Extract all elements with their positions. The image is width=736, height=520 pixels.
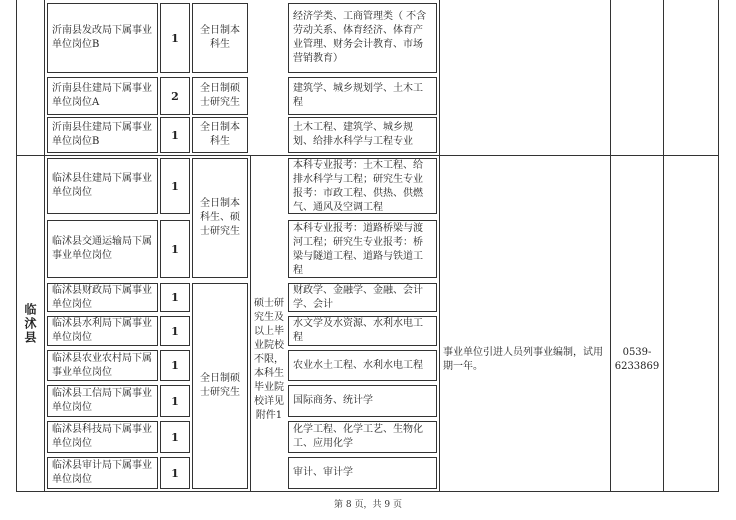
- position-cell: [47, 316, 158, 346]
- major-requirement: 化学工程、化学工艺、生物化工、应用化学: [293, 424, 423, 449]
- major-requirement: 本科专业报考：道路桥梁与渡河工程；研究生专业报考：桥梁与隧道工程、道路与铁道工程: [293, 223, 423, 276]
- count-cell: [160, 3, 190, 73]
- position-name: 沂南县发改局下属事业单位岗位B: [52, 25, 152, 50]
- education-requirement: 全日制本科生、硕士研究生: [200, 198, 240, 237]
- major-requirement: 国际商务、统计学: [293, 395, 373, 406]
- major-cell: [288, 77, 437, 115]
- count-cell: [160, 220, 190, 278]
- phone-cell: [612, 340, 662, 380]
- major-requirement: 财政学、金融学、金融、会计学、会计: [293, 284, 423, 310]
- position-name: 临沭县科技局下属事业单位岗位: [52, 424, 152, 449]
- position-count: 1: [171, 324, 179, 338]
- major-cell: [288, 220, 437, 278]
- position-cell: [47, 350, 158, 381]
- grid-line-col-last: [663, 0, 664, 492]
- major-requirement: 建筑学、城乡规划学、土木工程: [293, 83, 423, 108]
- county-cell: [17, 156, 44, 491]
- education-requirement: 全日制硕士研究生: [200, 83, 240, 108]
- education-requirement: 全日制本科生: [200, 25, 240, 50]
- position-cell: [47, 421, 158, 453]
- education-cell: [192, 77, 248, 115]
- position-count: 1: [171, 359, 179, 372]
- remark-cell: [441, 340, 609, 380]
- position-count: 1: [171, 242, 179, 256]
- position-count: 2: [171, 89, 179, 103]
- position-name: 沂南县住建局下属事业单位岗位A: [52, 83, 152, 108]
- position-cell: [47, 283, 158, 312]
- major-cell: [288, 283, 437, 312]
- phone-number: 0539-6233869: [614, 347, 660, 372]
- count-cell: [160, 385, 190, 417]
- major-cell: [288, 457, 437, 489]
- major-cell: [288, 158, 437, 214]
- major-requirement: 农业水土工程、水利水电工程: [293, 359, 423, 371]
- education-cell: [192, 158, 248, 278]
- position-name: 临沭县财政局下属事业单位岗位: [52, 284, 152, 310]
- major-requirement: 本科专业报考：土木工程、给排水科学与工程；研究生专业报考：市政工程、供热、供燃气、通风及空调工程: [293, 160, 423, 213]
- position-name: 临沭县审计局下属事业单位岗位: [52, 460, 152, 485]
- position-cell: [47, 77, 158, 115]
- position-count: 1: [171, 394, 179, 408]
- count-cell: [160, 283, 190, 312]
- education-requirement: 全日制本科生: [200, 122, 240, 147]
- position-name: 临沭县农业农村局下属事业单位岗位: [52, 352, 152, 378]
- major-cell: [288, 117, 437, 153]
- major-cell: [288, 350, 437, 381]
- position-count: 1: [171, 179, 179, 193]
- table-border-bottom: [16, 491, 719, 492]
- county-name: 临沭县: [23, 302, 37, 345]
- major-cell: [288, 421, 437, 453]
- count-cell: [160, 350, 190, 381]
- count-cell: [160, 316, 190, 346]
- major-requirement: 审计、审计学: [293, 467, 353, 478]
- major-requirement: 水文学及水资源、水利水电工程: [293, 318, 423, 343]
- count-cell: [160, 158, 190, 214]
- education-cell: [192, 3, 248, 73]
- major-requirement: 土木工程、建筑学、城乡规划、给排水科学与工程专业: [293, 122, 413, 147]
- education-requirement: 全日制硕士研究生: [200, 373, 240, 398]
- position-name: 临沭县工信局下属事业单位岗位: [52, 388, 152, 413]
- count-cell: [160, 117, 190, 153]
- grid-line-col-county: [44, 0, 45, 492]
- remark-text: 事业单位引进人员列事业编制，试用期一年。: [443, 347, 603, 372]
- education-cell: [192, 283, 248, 489]
- position-cell: [47, 385, 158, 417]
- school-cell: [252, 280, 286, 440]
- grid-line-row-linshu-start: [16, 155, 719, 156]
- count-cell: [160, 77, 190, 115]
- major-requirement: 经济学类、工商管理类（ 不含劳动关系、体育经济、体育产业管理、财务会计教育、市场营销教育）: [293, 11, 427, 64]
- page-footer: 第 8 页，共 9 页: [334, 500, 402, 510]
- position-count: 1: [171, 128, 179, 142]
- grid-line-col-school: [250, 156, 251, 492]
- position-count: 1: [171, 31, 179, 45]
- school-requirement: 硕士研究生及以上毕业院校不限，本科生毕业院校详见附件1: [254, 298, 284, 421]
- top-remark-fragment: [442, 18, 606, 32]
- position-count: 1: [171, 430, 179, 444]
- count-cell: [160, 421, 190, 453]
- education-cell: [192, 117, 248, 153]
- position-name: 临沭县水利局下属事业单位岗位: [52, 318, 152, 343]
- major-cell: [288, 316, 437, 346]
- count-cell: [160, 457, 190, 489]
- position-cell: [47, 117, 158, 153]
- position-name: 沂南县住建局下属事业单位岗位B: [52, 122, 152, 147]
- position-count: 1: [171, 466, 179, 480]
- position-cell: [47, 3, 158, 73]
- position-name: 临沭县交通运输局下属事业单位岗位: [52, 236, 152, 261]
- position-count: 1: [171, 291, 179, 304]
- major-cell: [288, 385, 437, 417]
- position-cell: [47, 457, 158, 489]
- grid-line-col-remark: [439, 0, 440, 492]
- position-cell: [47, 158, 158, 214]
- table-border-right: [718, 0, 719, 492]
- major-cell: [288, 3, 437, 73]
- position-cell: [47, 220, 158, 278]
- position-name: 临沭县住建局下属事业单位岗位: [52, 173, 152, 198]
- grid-line-col-phone: [610, 0, 611, 492]
